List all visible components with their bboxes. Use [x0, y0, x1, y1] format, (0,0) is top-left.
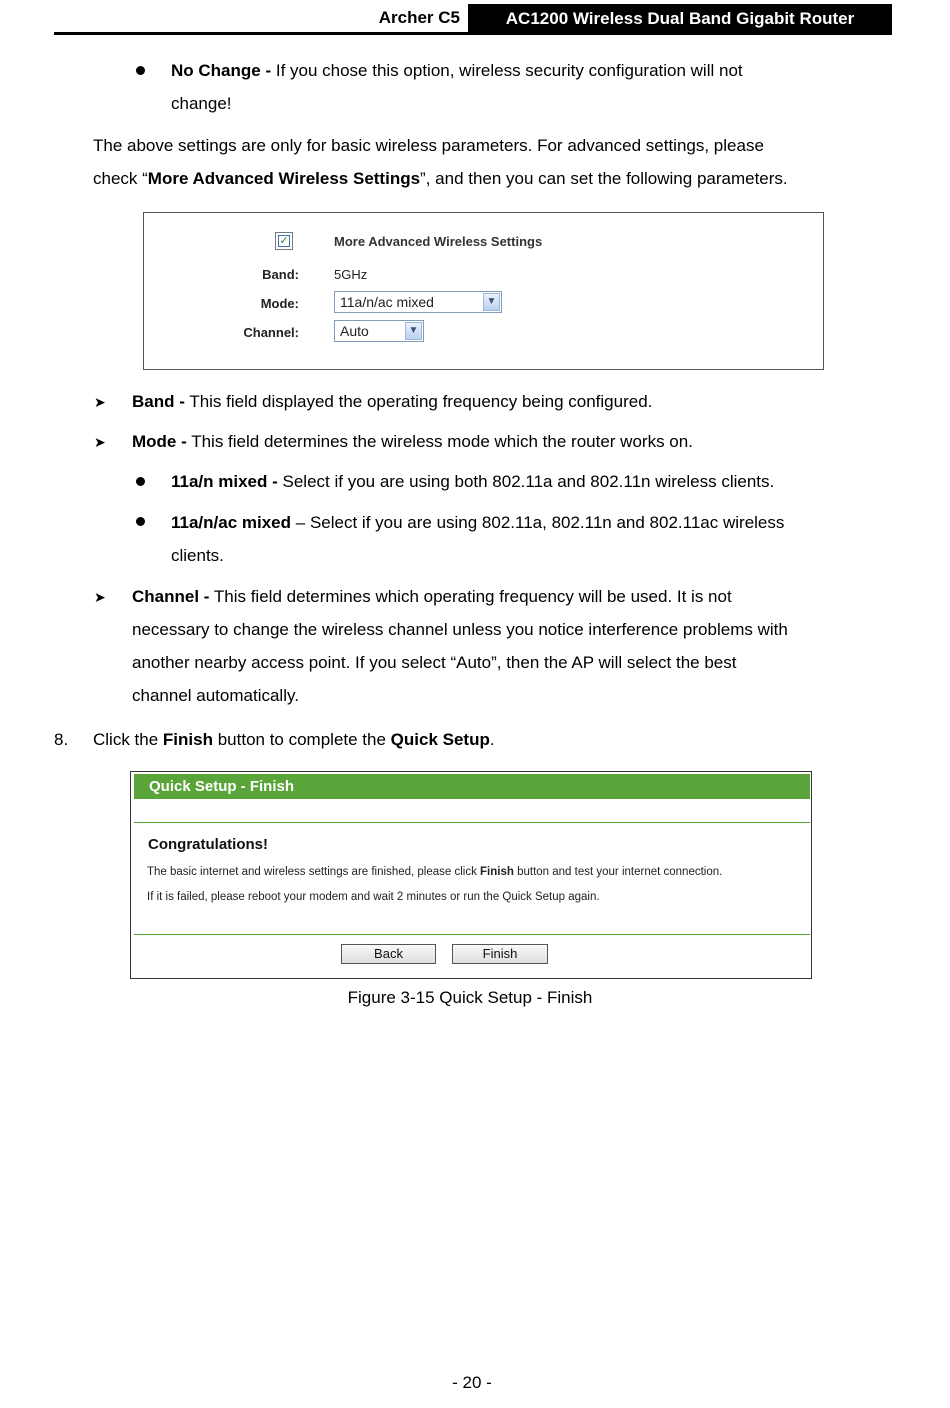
- step8-pre: Click the: [93, 730, 163, 749]
- intro-line2: [93, 162, 788, 195]
- channel-select[interactable]: [334, 320, 424, 342]
- arrow-bullet-icon: ➤: [94, 434, 106, 450]
- back-button[interactable]: Back: [341, 944, 436, 964]
- step8-quick: Quick Setup: [390, 730, 490, 749]
- channel-term: Channel -: [132, 587, 210, 606]
- bullet-icon: [136, 517, 145, 526]
- mode-n-term: 11a/n mixed -: [171, 472, 278, 491]
- message-pre: The basic internet and wireless settings are finished, please click: [147, 866, 481, 878]
- page-number: - 20 -: [452, 1373, 492, 1392]
- band-text: This field displayed the operating frequency being configured.: [189, 392, 653, 411]
- finish-button[interactable]: Finish: [452, 944, 548, 964]
- no-change-line2: change!: [171, 94, 232, 113]
- advanced-settings-checkbox[interactable]: [275, 232, 293, 250]
- channel-label: Channel:: [243, 325, 299, 340]
- no-change-term: No Change -: [171, 61, 272, 80]
- step8-mid: button to complete the: [212, 730, 391, 749]
- chevron-down-icon[interactable]: ▼: [405, 322, 422, 340]
- checkmark-icon: ✓: [279, 235, 289, 247]
- mode-ac-line1: [171, 506, 784, 539]
- quick-setup-panel: [130, 771, 812, 979]
- bullet-icon: [136, 66, 145, 75]
- header-title: AC1200 Wireless Dual Band Gigabit Router: [468, 4, 892, 33]
- chevron-down-icon[interactable]: ▼: [483, 293, 500, 311]
- message-post: button and test your internet connection.: [513, 866, 723, 878]
- mode-n-text: Select if you are using both 802.11a and 802.11n wireless clients.: [282, 472, 775, 491]
- band-description: [132, 385, 652, 418]
- step8-post: .: [489, 730, 495, 749]
- band-term: Band -: [132, 392, 185, 411]
- message-bold: Finish: [480, 866, 514, 878]
- channel-text: This field determines which operating frequency will be used. It is not: [213, 587, 732, 606]
- intro-line1: The above settings are only for basic wireless parameters. For advanced settings, please: [93, 136, 764, 155]
- advanced-settings-label: More Advanced Wireless Settings: [334, 234, 543, 249]
- channel-line1: [132, 580, 878, 613]
- mode-select-value: 11a/n/ac mixed: [340, 294, 434, 310]
- quick-setup-retry-message: If it is failed, please reboot your modem and wait 2 minutes or run the Quick Setup again.: [147, 891, 600, 903]
- mode-description: [132, 425, 693, 458]
- page-header: [54, 4, 892, 35]
- mode-ac-text: – Select if you are using 802.11a, 802.11n and 802.11ac wireless: [295, 513, 785, 532]
- divider: [134, 934, 810, 935]
- mode-n-description: [171, 465, 774, 498]
- no-change-text: If you chose this option, wireless security configuration will not: [275, 61, 743, 80]
- channel-line2: necessary to change the wireless channel unless you notice interference problems with: [132, 620, 788, 639]
- intro-bold: More Advanced Wireless Settings: [147, 169, 421, 188]
- mode-select[interactable]: [334, 291, 502, 313]
- mode-label: Mode:: [260, 296, 299, 311]
- header-model: Archer C5: [378, 8, 460, 27]
- quick-setup-title: Quick Setup - Finish: [149, 778, 295, 795]
- congratulations-heading: Congratulations!: [148, 836, 268, 853]
- mode-ac-line2: clients.: [171, 546, 224, 565]
- quick-setup-title-bar: [134, 774, 810, 799]
- channel-line4: channel automatically.: [132, 686, 299, 705]
- arrow-bullet-icon: ➤: [94, 589, 106, 605]
- quick-setup-message: [147, 866, 722, 878]
- advanced-settings-panel: [143, 212, 824, 370]
- intro-post: ”, and then you can set the following parameters.: [420, 169, 788, 188]
- step8-text: [93, 723, 495, 756]
- mode-ac-term: 11a/n/ac mixed: [171, 513, 292, 532]
- divider: [134, 822, 810, 823]
- step-number: 8.: [54, 730, 69, 749]
- no-change-line1: [171, 54, 878, 87]
- channel-select-value: Auto: [340, 323, 369, 339]
- intro-pre: check “: [93, 169, 148, 188]
- step8-finish: Finish: [162, 730, 213, 749]
- band-label: Band:: [262, 267, 299, 282]
- mode-text: This field determines the wireless mode which the router works on.: [191, 432, 693, 451]
- arrow-bullet-icon: ➤: [94, 394, 106, 410]
- figure-caption: Figure 3-15 Quick Setup - Finish: [347, 988, 593, 1007]
- channel-line3: another nearby access point. If you select “Auto”, then the AP will select the best: [132, 653, 737, 672]
- bullet-icon: [136, 477, 145, 486]
- band-value: 5GHz: [334, 267, 368, 282]
- mode-term: Mode -: [132, 432, 187, 451]
